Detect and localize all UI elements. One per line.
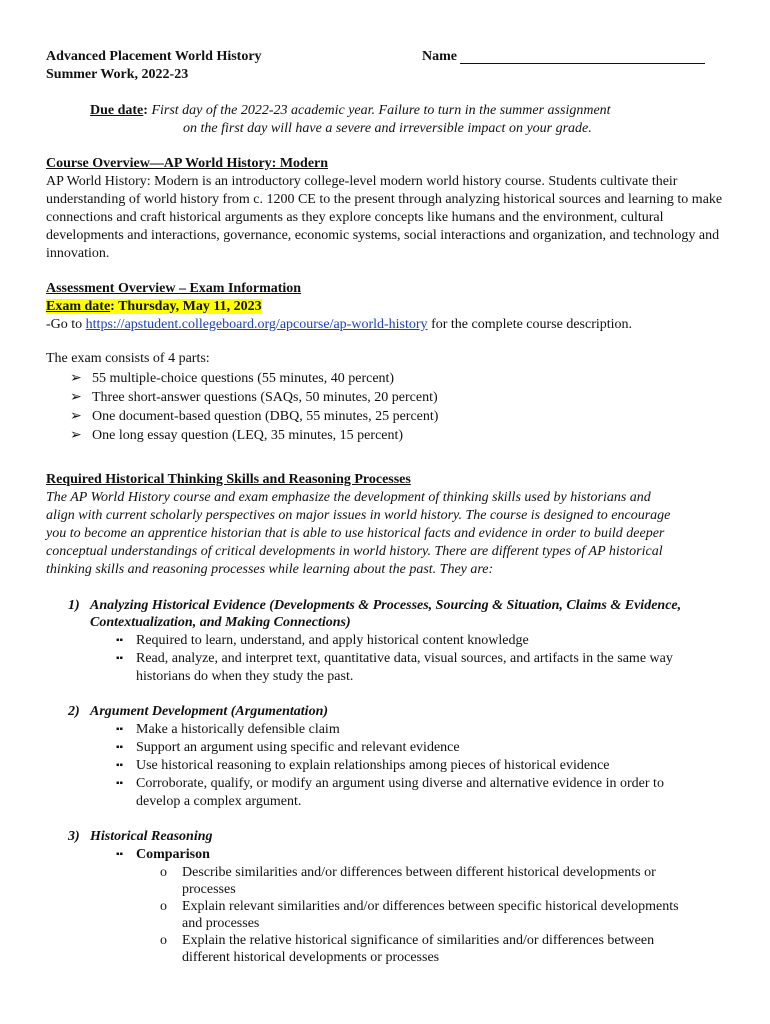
arrow-bullet-icon: ➢ — [70, 409, 82, 424]
square-bullet-icon: ▪▪ — [116, 760, 124, 771]
summer-work-label: Summer Work, 2022-23 — [46, 67, 189, 82]
course-description-line: -Go to https://apstudent.collegeboard.org/apcourse/ap-world-history for the complete course description. — [46, 317, 633, 332]
list-item: ➢ One document-based question (DBQ, 55 minutes, 25 percent) — [70, 409, 439, 424]
exam-date-label: Exam date — [46, 299, 111, 314]
exam-parts-list — [70, 369, 438, 445]
square-bullet-icon: ▪▪ — [116, 778, 124, 789]
skill-section-2-items — [116, 721, 696, 811]
comparison-items — [160, 864, 700, 966]
skill-section-3 — [68, 828, 213, 845]
course-title: Advanced Placement World History — [46, 49, 262, 64]
list-item: ▪▪ Use historical reasoning to explain relationships among pieces of historical evidence — [116, 758, 610, 773]
exam-date-value: : Thursday, May 11, 2023 — [110, 299, 262, 314]
skills-intro: The AP World History course and exam emphasize the development of thinking skills used by historians and align with current scholarly perspectives on major issues in world history. The course is designed to encourage you to become an apprentice historian that is able to use historical facts and evidence in order to build deeper conceptual understandings of critical developments in world history. There are different types of AP historical thinking skills and reasoning processes while learning about the past. They are: — [46, 490, 671, 577]
section-number: 1) — [68, 598, 80, 613]
comparison-subheading: ▪▪ Comparison — [116, 847, 210, 862]
square-bullet-icon: ▪▪ — [116, 849, 124, 860]
list-item: ▪▪ Required to learn, understand, and apply historical content knowledge — [116, 633, 529, 648]
name-label: Name — [422, 49, 457, 64]
section-title: Analyzing Historical Evidence (Developments & Processes, Sourcing & Situation, Claims & Evidence, Contextualization, and Making Connections) — [90, 598, 682, 630]
due-date-text: First day of the 2022-23 academic year. Failure to turn in the summer assignment — [151, 103, 611, 118]
due-date-text-2: on the first day will have a severe and irreversible impact on your grade. — [183, 121, 592, 136]
section-number: 2) — [68, 704, 80, 719]
skill-section-1 — [68, 597, 698, 631]
list-item: o Explain the relative historical significance of similarities and/or differences between different historical developments or processes — [160, 933, 655, 965]
list-item: ➢ One long essay question (LEQ, 35 minutes, 15 percent) — [70, 428, 404, 443]
skill-section-2 — [68, 703, 328, 720]
list-item: o Describe similarities and/or differences between different historical developments or processes — [160, 865, 656, 897]
name-blank-line[interactable] — [460, 63, 705, 64]
course-overview-heading: Course Overview—AP World History: Modern — [46, 156, 329, 171]
circle-bullet-icon: o — [160, 899, 167, 914]
square-bullet-icon: ▪▪ — [116, 653, 124, 664]
list-item: ▪▪ Support an argument using specific and relevant evidence — [116, 740, 460, 755]
skill-section-1-items — [116, 632, 696, 686]
circle-bullet-icon: o — [160, 933, 167, 948]
due-date-label: Due date — [90, 103, 144, 118]
course-description-link[interactable]: https://apstudent.collegeboard.org/apcourse/ap-world-history — [85, 317, 428, 332]
list-item: ▪▪ Corroborate, qualify, or modify an argument using diverse and alternative evidence in order to develop a complex argument. — [116, 776, 664, 809]
list-item: ➢ Three short-answer questions (SAQs, 50 minutes, 20 percent) — [70, 390, 438, 405]
list-item: o Explain relevant similarities and/or differences between specific historical developments and processes — [160, 899, 679, 931]
arrow-bullet-icon: ➢ — [70, 371, 82, 386]
exam-parts-intro: The exam consists of 4 parts: — [46, 351, 210, 366]
list-item: ▪▪ Make a historically defensible claim — [116, 722, 340, 737]
course-overview-body: AP World History: Modern is an introductory college-level modern world history course. Students cultivate their understanding of world history from c. 1200 CE to the present through analyzing historical sources and learning to make connections and craft historical arguments as they explore concepts like humans and the environment, cultural developments and interactions, governance, economic systems, social interactions and organization, and technology and innovation. — [46, 174, 723, 261]
section-title: Argument Development (Argumentation) — [90, 704, 329, 719]
section-title: Historical Reasoning — [90, 829, 213, 844]
section-number: 3) — [68, 829, 80, 844]
due-date-line: Due date: First day of the 2022-23 academic year. Failure to turn in the summer assignment — [90, 103, 611, 118]
list-item: ➢ 55 multiple-choice questions (55 minutes, 40 percent) — [70, 371, 395, 386]
square-bullet-icon: ▪▪ — [116, 742, 124, 753]
square-bullet-icon: ▪▪ — [116, 724, 124, 735]
skills-heading: Required Historical Thinking Skills and Reasoning Processes — [46, 472, 411, 487]
exam-date-line — [46, 298, 262, 316]
assessment-heading: Assessment Overview – Exam Information — [46, 281, 302, 296]
circle-bullet-icon: o — [160, 865, 167, 880]
square-bullet-icon: ▪▪ — [116, 635, 124, 646]
list-item: ▪▪ Read, analyze, and interpret text, quantitative data, visual sources, and artifacts in the same way historians do when they study the past. — [116, 651, 673, 684]
arrow-bullet-icon: ➢ — [70, 428, 82, 443]
arrow-bullet-icon: ➢ — [70, 390, 82, 405]
